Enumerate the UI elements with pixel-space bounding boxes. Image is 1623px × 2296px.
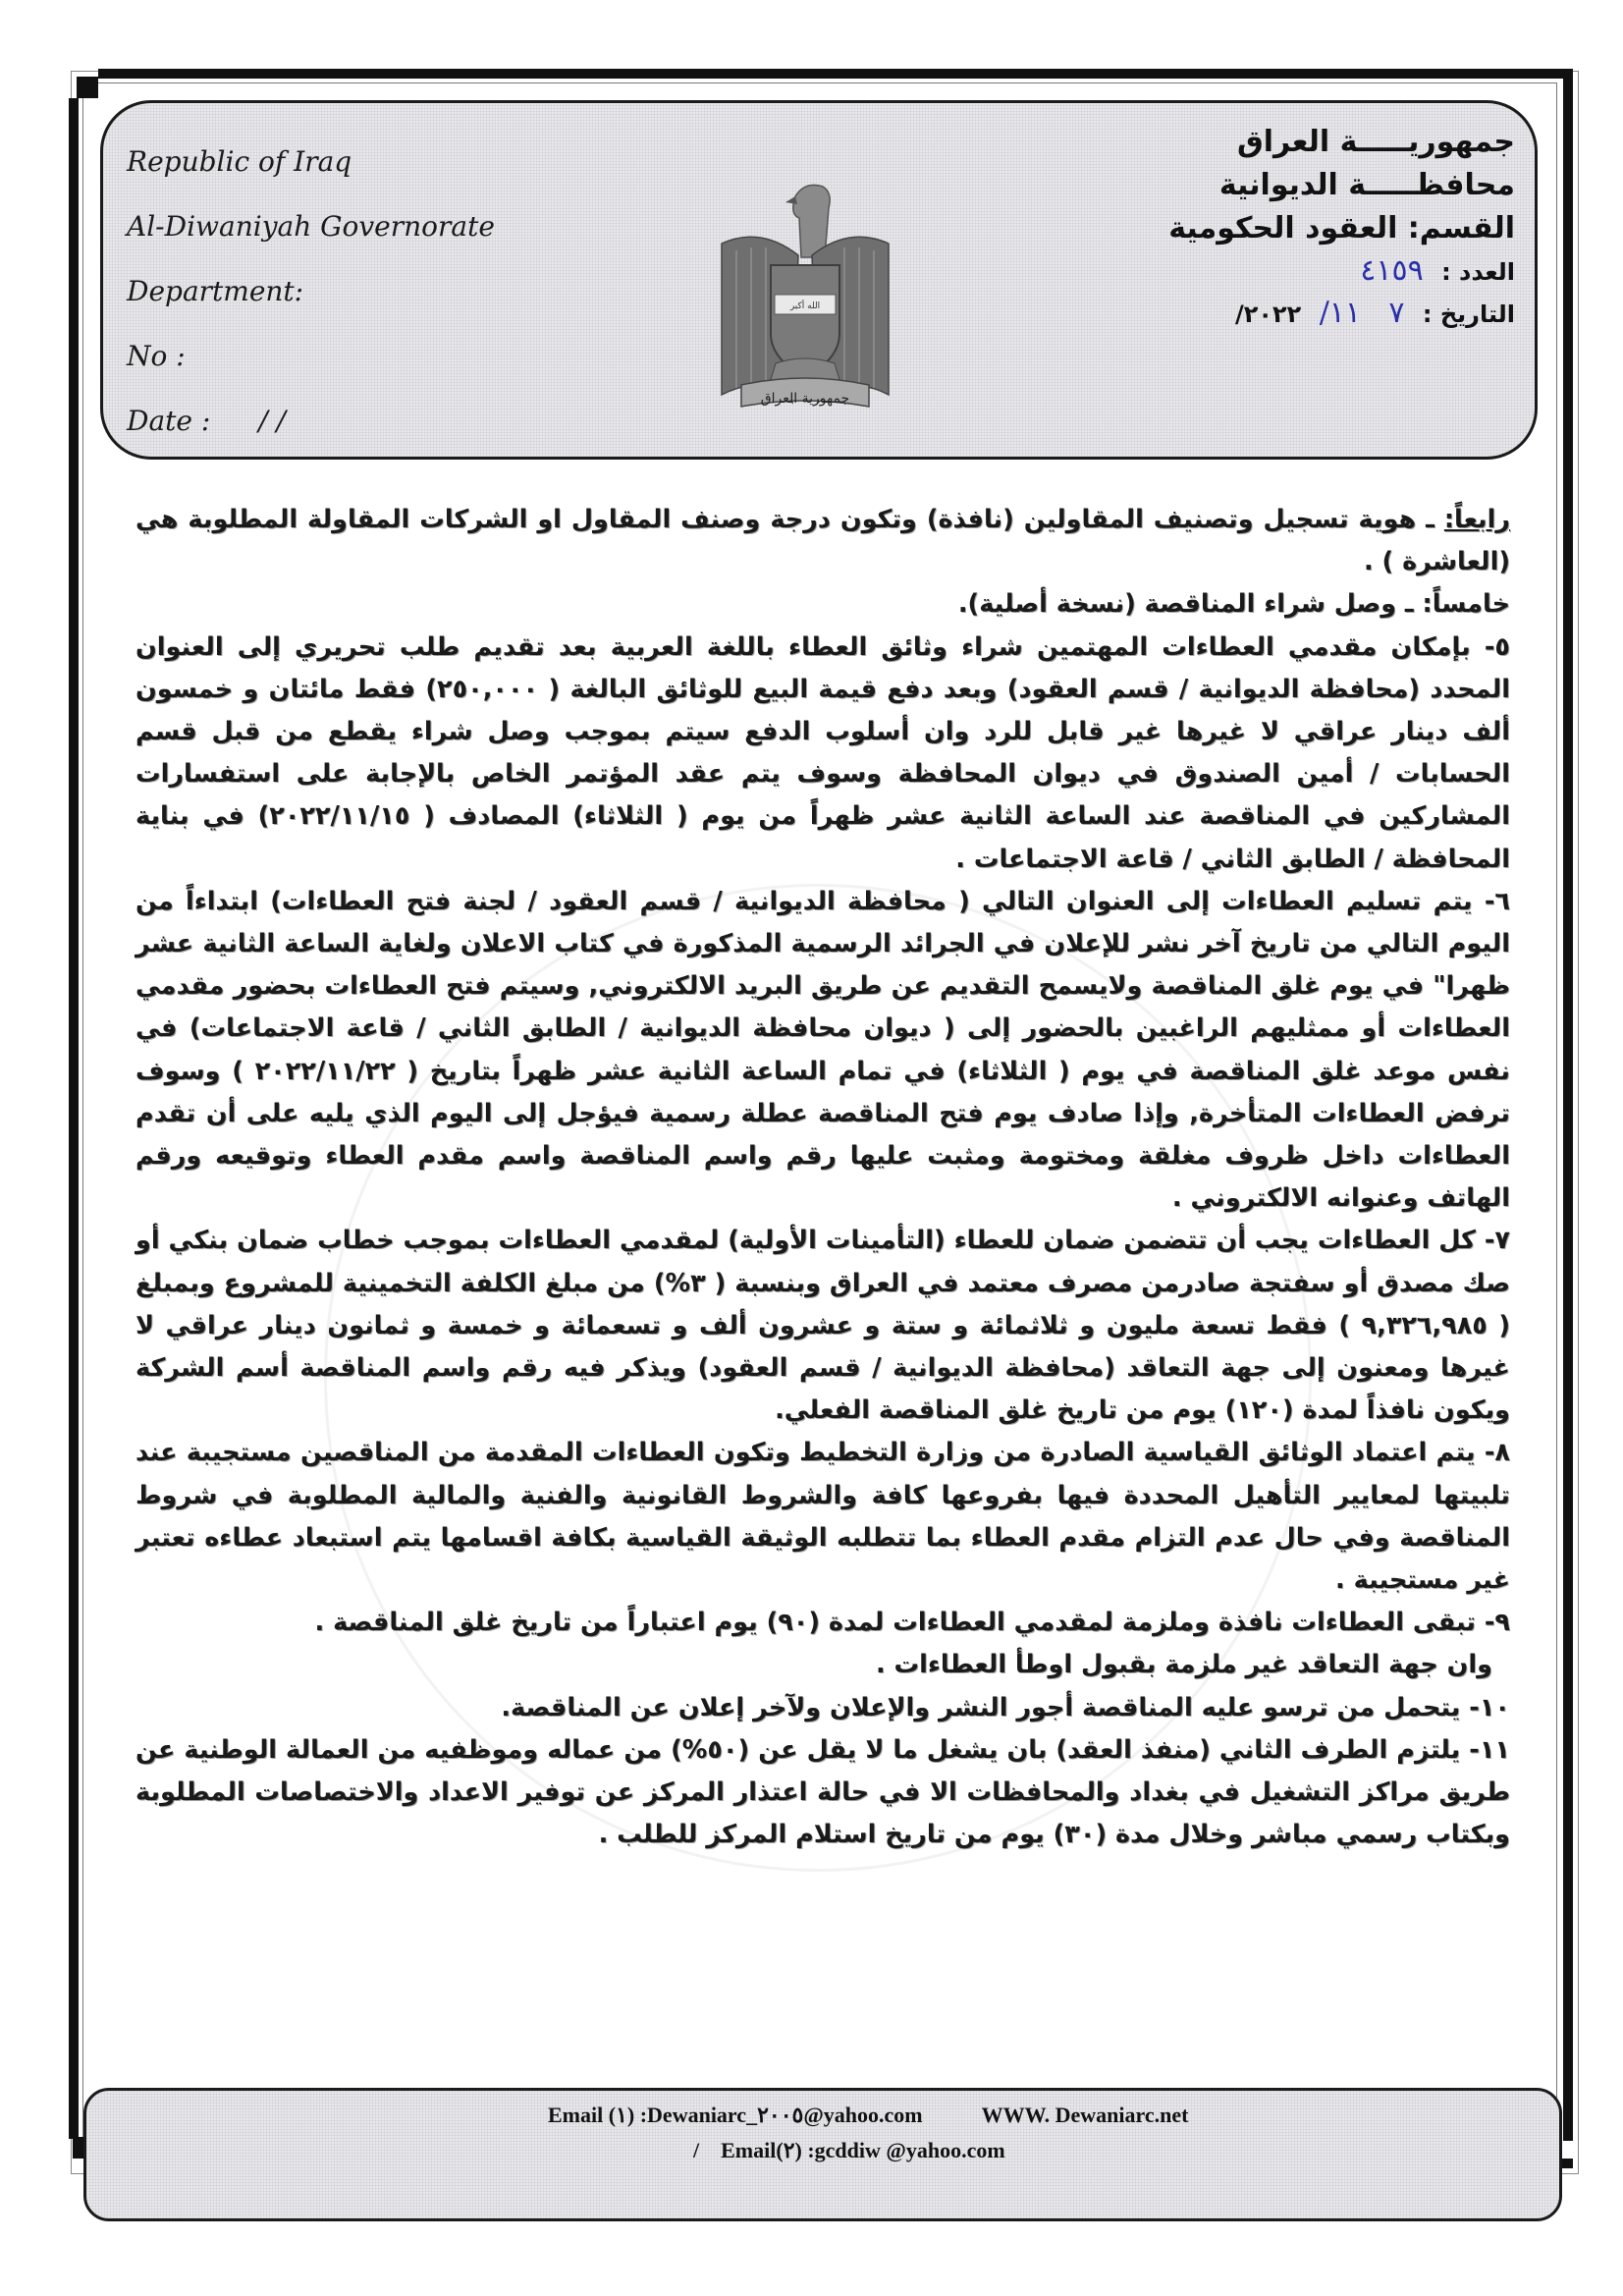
english-date-row	[127, 402, 495, 466]
clause-11-bold: (٥٠%)	[671, 1734, 750, 1765]
clause-11-bold: (٣٠)	[1053, 1820, 1108, 1850]
footer-line-1	[548, 2103, 1188, 2128]
clause-5-text: لا غيرها غير قابل للرد وان أسلوب الدفع سيتم بموجب وصل شراء يقطع من قبل قسم الحسابات / أمين الصندوق في ديوان المحافظة وسوف يتم عقد المؤتمر الخاص بالإجابة على استفسارات المشاركين في المناقصة عند الساعة الثانية عشر ظهراً من يوم	[135, 717, 1510, 832]
clause-8-text: ٨- يتم اعتماد الوثائق القياسية الصادرة من وزارة التخطيط وتكون العطاءات المقدمة من المناقصين مستجيبة عند تلبيتها لمعايير التأهيل المحددة فيها بفروعها كافة والشروط القانونية والفنية والمالية المطلوبة في شروط المناقصة وفي حال عدم التزام مقدم العطاء بما تتطلبه الوثيقة القياسية بكافة اقسامها يتم استبعاد عطاءه تعتبر غير مستجيبة .	[135, 1438, 1510, 1596]
clause-9-text: وان جهة التعاقد غير ملزمة بقبول اوطأ العطاءات .	[875, 1650, 1492, 1680]
clause-6	[135, 881, 1510, 1221]
letterhead-panel	[100, 100, 1538, 460]
emblem-shield-text: الله أكبر	[789, 301, 821, 311]
clause-7-bold: ( ٩,٣٢٦,٩٨٥ ) فقط تسعة مليون و ثلاثمائة و ستة و عشرون ألف و تسعمائة و خمسة و ثمانون دينار عراقي لا غيرها	[135, 1310, 1510, 1384]
emblem-scroll-text: جمهورية العراق	[760, 391, 850, 407]
footer-website: WWW. Dewaniarc.net	[981, 2103, 1189, 2127]
item-fifth-text: .	[957, 589, 968, 620]
frame-border-left	[69, 98, 79, 2139]
english-letterhead	[127, 142, 495, 466]
clause-9-text: يوم اعتباراً من تاريخ غلق المناقصة .	[314, 1608, 767, 1638]
item-fourth-text: ـ هوية تسجيل وتصنيف المقاولين	[1013, 505, 1444, 534]
clause-5-text: في بناية المحافظة / الطابق الثاني / قاعة الاجتماعات .	[135, 801, 1510, 874]
clause-5-text: وبعد دفع قيمة البيع للوثائق البالغة	[560, 674, 1007, 704]
clause-5-text: ٥- بإمكان مقدمي العطاءات المهتمين شراء وثائق العطاء باللغة العربية بعد تقديم طلب تحريري إلى العنوان المحدد	[135, 631, 1510, 704]
item-fourth-bold: (العاشرة )	[1381, 547, 1510, 577]
arabic-country: جمهوريـــــة العراق	[1236, 125, 1515, 159]
clause-7-text: ويذكر فيه رقم واسم المناقصة أسم الشركة ويكون نافذاً لمدة	[135, 1353, 1510, 1426]
clause-9	[135, 1602, 1510, 1644]
clause-5-text: المصادف	[434, 801, 573, 832]
item-fifth-text: ـ وصل شراء المناقصة	[1135, 589, 1423, 620]
printed-date-year: ٢٠٢٢/	[1234, 301, 1302, 328]
english-country: Republic of Iraq	[127, 145, 352, 178]
frame-corner-top-left	[77, 77, 98, 98]
frame-border-top	[98, 69, 1573, 79]
clause-5-bold: (محافظة الديوانية / قسم العقود)	[1006, 674, 1421, 704]
item-fourth-bold: (نافذة)	[926, 505, 1014, 534]
clause-6-text: وسوف ترفض العطاءات المتأخرة, وإذا صادف يوم فتح المناقصة عطلة رسمية فيؤجل إلى اليوم الذي يليه على أن تقدم العطاءات داخل ظروف مغلقة ومختومة ومثبت عليها رقم واسم المناقصة واسم مقدم العطاء وتوقيعه ورقم الهاتف وعنوانه الالكتروني .	[135, 1056, 1510, 1214]
clause-6-text: التقديم عن طريق البريد الالكتروني, وسيتم فتح العطاءات بحضور مقدمي العطاءات أو ممثليهم الراغبين بالحضور إلى ( ديوان محافظة الديوانية / الطابق الثاني / قاعة الاجتماعات) في نفس موعد غلق المناقصة في يوم	[135, 971, 1510, 1086]
item-fourth-text: وتكون درجة وصنف المقاول او الشركات المقاولة المطلوبة هي	[135, 505, 927, 534]
english-date-slashes: / /	[258, 405, 286, 437]
handwritten-date-day: ٧	[1388, 296, 1405, 330]
clause-7-text: ٧- كل العطاءات يجب أن تتضمن ضمان للعطاء (التأمينات الأولية) لمقدمي العطاءات بموجب خطاب ضمان بنكي أو صك مصدق أو سفتجة صادرمن مصرف معتمد في العراق وبنسبة	[135, 1226, 1510, 1298]
clause-7-text: يوم من تاريخ غلق المناقصة الفعلي.	[775, 1395, 1225, 1426]
english-date-label: Date :	[127, 405, 211, 437]
clause-7-bold: (محافظة الديوانية / قسم العقود)	[697, 1353, 1115, 1384]
footer-email-2: Email(٢) :gcddiw @yahoo.com	[721, 2138, 1005, 2162]
item-fifth-bold: (نسخة أصلية)	[967, 589, 1136, 620]
clause-7-bold: (١٢٠)	[1224, 1395, 1294, 1426]
clause-8	[135, 1432, 1510, 1602]
clause-6-bold: ( الثلاثاء)	[956, 1056, 1070, 1086]
frame-border-right	[1563, 69, 1573, 2141]
item-fourth-text: .	[1363, 547, 1382, 577]
clause-5-bold: ( الثلاثاء)	[572, 801, 688, 832]
clause-9-text: ٩- تبقى العطاءات نافذة وملزمة لمقدمي العطاءات لمدة	[820, 1608, 1510, 1638]
footer-email-1: Email (١) :Dewaniarc_٢٠٠٥@yahoo.com	[548, 2103, 923, 2127]
clause-7-text: من مبلغ الكلفة التخمينية للمشروع وبمبلغ	[135, 1268, 654, 1298]
arabic-letterhead	[1168, 121, 1515, 335]
item-fourth	[135, 499, 1510, 583]
clause-5-bold: ( ٢٥٠,٠٠٠) فقط مائتان و خمسون ألف دينار عراقي	[135, 674, 1510, 747]
arabic-date-label: التاريخ :	[1422, 301, 1515, 328]
clause-7	[135, 1220, 1510, 1432]
clause-7-text: ومعنون إلى جهة التعاقد	[1114, 1353, 1441, 1384]
item-fourth-label: رابعاً:	[1443, 505, 1510, 534]
clause-10-text: ١٠- يتحمل من ترسو عليه المناقصة أجور النشر والإعلان ولآخر إعلان عن المناقصة.	[501, 1692, 1510, 1722]
arabic-number-label: العدد :	[1441, 258, 1515, 286]
clause-5-bold: ( ٢٠٢٢/١١/١٥)	[257, 801, 435, 832]
arabic-governorate: محافظـــــة الديوانية	[1218, 168, 1515, 202]
clause-10	[135, 1687, 1510, 1729]
clause-6-bold: ( ٢٠٢٢/١١/٢٢ )	[232, 1056, 419, 1086]
english-governorate: Al-Diwaniyah Governorate	[127, 210, 495, 243]
iraq-eagle-emblem-icon	[702, 157, 908, 422]
handwritten-reference-number: ٤١٥٩	[1360, 253, 1424, 288]
clause-5	[135, 627, 1510, 881]
arabic-department: القسم: العقود الحكومية	[1168, 211, 1515, 246]
english-department-label: Department:	[127, 275, 304, 307]
footer-line-2	[693, 2138, 1005, 2163]
clause-9-continuation	[135, 1644, 1510, 1686]
clause-6-text: في تمام الساعة الثانية عشر ظهراً بتاريخ	[418, 1056, 957, 1086]
handwritten-date-month: ١١/	[1319, 296, 1362, 330]
clause-9-bold: (٩٠)	[766, 1608, 821, 1638]
arabic-number-row	[1168, 250, 1515, 293]
clause-7-bold: ( ٣%)	[653, 1268, 727, 1298]
english-number-label: No :	[127, 340, 186, 372]
clause-11	[135, 1729, 1510, 1857]
clause-11-text: يوم من تاريخ استلام المركز للطلب .	[598, 1820, 1054, 1850]
clause-6-text: ٦- يتم تسليم العطاءات إلى العنوان التالي ( محافظة الديوانية / قسم العقود / لجنة فتح العطاءات) ابتداءاً من اليوم التالي من تاريخ آخر نشر للإعلان في الجرائد الرسمية المذكورة في كتاب الاعلان ولغاية الساعة الثانية عشر ظهرا" في يوم غلق المناقصة	[135, 886, 1510, 1002]
item-fifth-label: خامساً:	[1422, 589, 1510, 620]
tender-conditions-body	[135, 499, 1510, 1857]
footer-separator: /	[693, 2138, 700, 2162]
arabic-date-row	[1168, 293, 1515, 335]
footer-contact-panel	[83, 2088, 1562, 2221]
clause-11-text: من عماله وموظفيه من العمالة الوطنية عن طريق مراكز التشغيل في بغداد والمحافظات الا في حالة اعتذار المركز عن توفير الاعداد والاختصاصات المطلوبة وبكتاب رسمي مباشر وخلال مدة	[135, 1734, 1510, 1850]
clause-11-text: ١١- يلتزم الطرف الثاني (منفذ العقد) بان يشغل ما لا يقل عن	[749, 1734, 1510, 1765]
clause-6-bold: ولايسمح	[1038, 971, 1143, 1002]
item-fifth-heading	[135, 583, 1510, 626]
